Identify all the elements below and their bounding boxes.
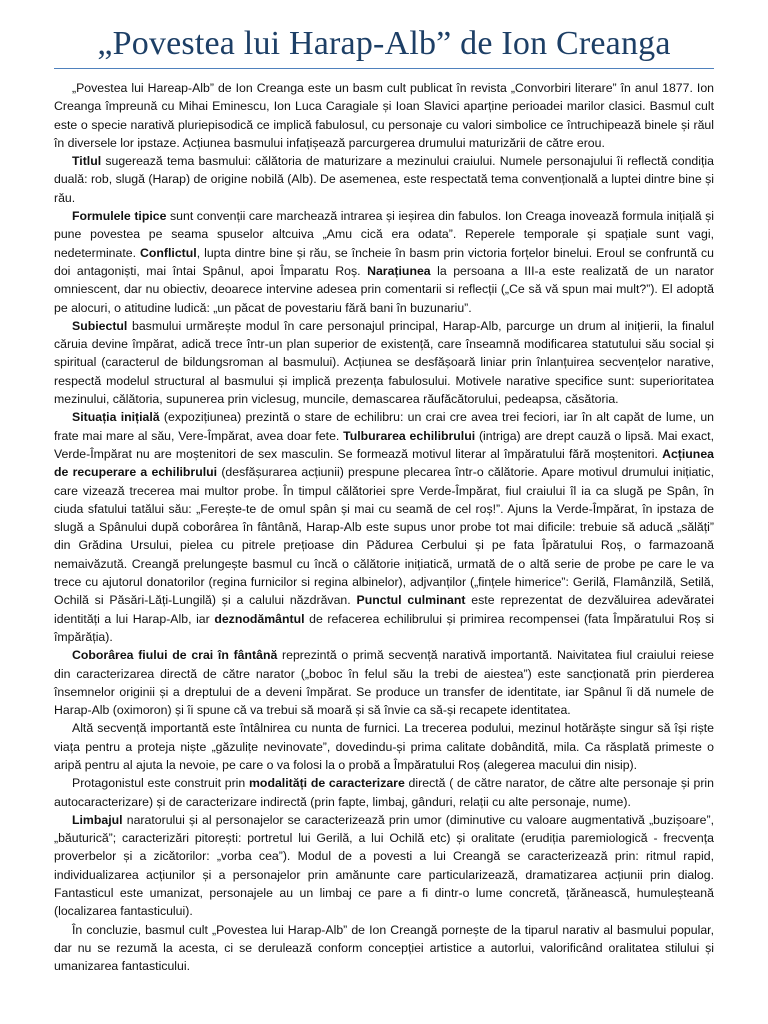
bold-term: Situația inițială bbox=[72, 410, 160, 425]
bold-term: Limbajul bbox=[72, 812, 123, 827]
text-run: directă ( de către narator, de către alte personaje și prin autocaracterizare) și de caracterizare indirectă (prin fapte, limbaj, gânduri, relații cu alte personaje, nume). bbox=[54, 776, 714, 809]
text-run: naratorului și al personajelor se caracterizează prin umor (diminutive cu valoare augmentativă „buzișoare”, „băuturică”; caracterizări pitorești: portretul lui Gerilă, a lui Ochilă etc) și oralitate (erudiția paremiologică - frecvența proverbelor și a zicătorilor: „vorba cea”). Modul de a povesti a lui Creangă se caracterizează prin: ritmul rapid, individualizarea acțiunilor și a personajelor prin amănunte care particularizează, dramatizarea acțiunii prin dialog. Fantasticul este umanizat, personajele au un limbaj ce pare a fi dintr-o lume concretă, țărănească, humuleșteană (localizarea fantasticului). bbox=[54, 812, 714, 919]
text-run: (expozițiunea) prezintă o stare de echilibru: un crai cre avea trei feciori, iar în alt capăt de lume, un frate mai mare al său, Vere-Împărat, avea doar fete. bbox=[54, 410, 714, 443]
bold-term: Acțiunea de recuperare a echilibrului bbox=[54, 446, 714, 480]
paragraph bbox=[54, 774, 714, 811]
paragraph bbox=[54, 646, 714, 719]
paragraph bbox=[54, 79, 714, 152]
text-run: (desfășurarea acțiunii) prespune plecarea într-o călătorie. Apare motivul drumului inițiatic, care vizează trecerea mai multor probe. În timpul călătoriei spre Verde-Împărat, fiul craiului îl ia ca slugă pe Spân, în ciuda sfatului tatălui său: „Ferește-te de omul spân și mai cu seamă de cel roș!”. Ajuns la Verde-Împărat, în ipstaza de slugă a Spânului după coborârea în fântână, Harap-Alb este supus unor probe tot mai dificile: trebuie să aducă „sălăți” din Grădina Ursului, pielea cu pitrele prețioase din Pădurea Cerbului și pe fata Îpăratului Roș, o farmazoană nemaivăzută. Creangă prelungește basmul cu încă o călătorie inițiatică, urmată de o altă serie de probe pe care le va trece cu ajutorul donatorilor (regina furnicilor si regina albinelor), adjvanților („fințele himerice”: Gerilă, Flamânzilă, Setilă, Ochilă si Păsări-Lăți-Lungilă) și a calului năzdrăvan. bbox=[54, 465, 714, 608]
text-run: sugerează tema basmului: călătoria de maturizare a mezinului craiului. Numele personajului îi reflectă condiția duală: rob, slugă (Harap) de origine nobilă (Alb). De asemenea, este respectată tema convențională a luptei dintre bine și rău. bbox=[54, 154, 714, 205]
bold-term: Punctul culminant bbox=[356, 593, 466, 608]
paragraph bbox=[54, 317, 714, 408]
bold-term: modalități de caracterizare bbox=[249, 776, 405, 791]
bold-term: Subiectul bbox=[72, 318, 128, 333]
text-run: Altă secvență importantă este întâlnirea cu nunta de furnici. La trecerea podului, mezinul hotărăște singur să își riște viața pentru a proteja niște „găzulițe nevinovate”, dovedindu-și prima calitate dobândită, mila. Ca răsplată primeste o aripă pentru al ajuta la nevoie, pe care o va folosi la o probă a Împăratului Roș (alegerea macului din nisip). bbox=[54, 721, 714, 772]
text-run: este reprezentat de dezvăluirea adevăratei identități a lui Harap-Alb, iar bbox=[54, 593, 715, 626]
bold-term: deznodământul bbox=[214, 611, 305, 626]
paragraph bbox=[54, 719, 714, 774]
document-body bbox=[54, 79, 714, 976]
text-run: de refacerea echilibrului și primirea recompensei (fata Împăratului Roș si împărăția). bbox=[54, 611, 714, 644]
paragraph bbox=[54, 408, 714, 646]
bold-term: Coborârea fiului de crai în fântână bbox=[72, 648, 278, 663]
text-run: În concluzie, basmul cult „Povestea lui Harap-Alb” de Ion Creangă pornește de la tiparul narativ al basmului popular, dar nu se rezumă la acesta, ci se derulează conform concepției artistice a autorlui, valorificând oralitatea stilului și umanizarea fantasticului. bbox=[54, 922, 714, 974]
bold-term: Formulele tipice bbox=[72, 209, 167, 224]
text-run: Protagonistul este construit prin bbox=[72, 776, 249, 791]
paragraph bbox=[54, 921, 714, 976]
paragraph bbox=[54, 207, 714, 317]
page-title: „Povestea lui Harap-Alb” de Ion Creanga bbox=[97, 25, 671, 62]
text-run: reprezintă o primă secvență narativă importantă. Naivitatea fiul craiului reiese din caracterizarea directă de către narator („boboc în felul său la trebi de aiestea”) este sancționată prin pierderea însemnelor originii și a dreptului de a deveni împărat. Se produce un transfer de identitate, iar Spânul îi dă numele de Harap-Alb (oximoron) și îi spune că va trebui să moară și să învie ca să-și recapete identitatea. bbox=[54, 648, 715, 718]
title-underline bbox=[54, 68, 714, 69]
bold-term: Tulburarea echilibrului bbox=[343, 428, 476, 443]
bold-term: Narațiunea bbox=[367, 263, 431, 278]
text-run: sunt convenții care marchează intrarea și ieșirea din fabulos. Ion Creaga inovează formula inițială și pune povestea pe seama spuselor altcuiva „Amu cică era odata”. Reperele temporale și spațiale sunt vagi, nedeterminate. bbox=[54, 209, 714, 260]
text-run: „Povestea lui Hareap-Alb” de Ion Creanga este un basm cult publicat în revista „Convorbiri literare” în anul 1877. Ion Creanga împreună cu Mihai Eminescu, Ion Luca Caragiale și Ioan Slavici aparține perioadei marilor clasici. Basmul cult este o specie narativă pluriepisodică ce implică fabulosul, cu personaje cu valori simbolice ce întruchipează binele și răul în diversele lor ipstaze. Acțiunea basmului infațișează parcurgerea drumului maturizării de către erou. bbox=[54, 81, 714, 150]
text-run: la persoana a III-a este realizată de un narator omniescent, dar nu obiectiv, deoarece intervine adesea prin comentarii si reflecții („Ce să vă spun mai mult?”). El adoptă pe alocuri, o atitudine ludică: „un păcat de povestariu fără bani în buzunariu”. bbox=[54, 263, 714, 315]
paragraph bbox=[54, 152, 714, 207]
text-run: (intriga) are drept cauză o lipsă. Mai exact, Verde-Împărat nu are moștenitori de sex masculin. Se formează motivul literar al împăratului fără moștenitori. bbox=[54, 428, 714, 461]
text-run: basmului urmărește modul în care personajul principal, Harap-Alb, parcurge un drum al inițierii, la finalul căruia devine împărat, adică trece într-un plan superior de existență, care înseamnă modificarea statutului său social și spiritual (caracterul de bildungsroman al basmului). Acțiunea se desfășoară liniar prin înlanțuirea secvențelor narative, respectă modelul structural al basmului și implică prezența fabulosului. Motivele narative specifice sunt: superioritatea mezinului, călătoria, supunerea prin viclesug, muncile, demascarea răufăcătorului, pedeapsa, căsătoria. bbox=[54, 318, 714, 407]
bold-term: Titlul bbox=[72, 154, 102, 169]
text-run: , lupta dintre bine și rău, se încheie în basm prin victoria forțelor binelui. Eroul se confruntă cu doi antagoniști, mai întai Spânul, apoi Împaratu Roș. bbox=[54, 245, 715, 278]
bold-term: Conflictul bbox=[140, 245, 197, 260]
paragraph bbox=[54, 811, 714, 921]
